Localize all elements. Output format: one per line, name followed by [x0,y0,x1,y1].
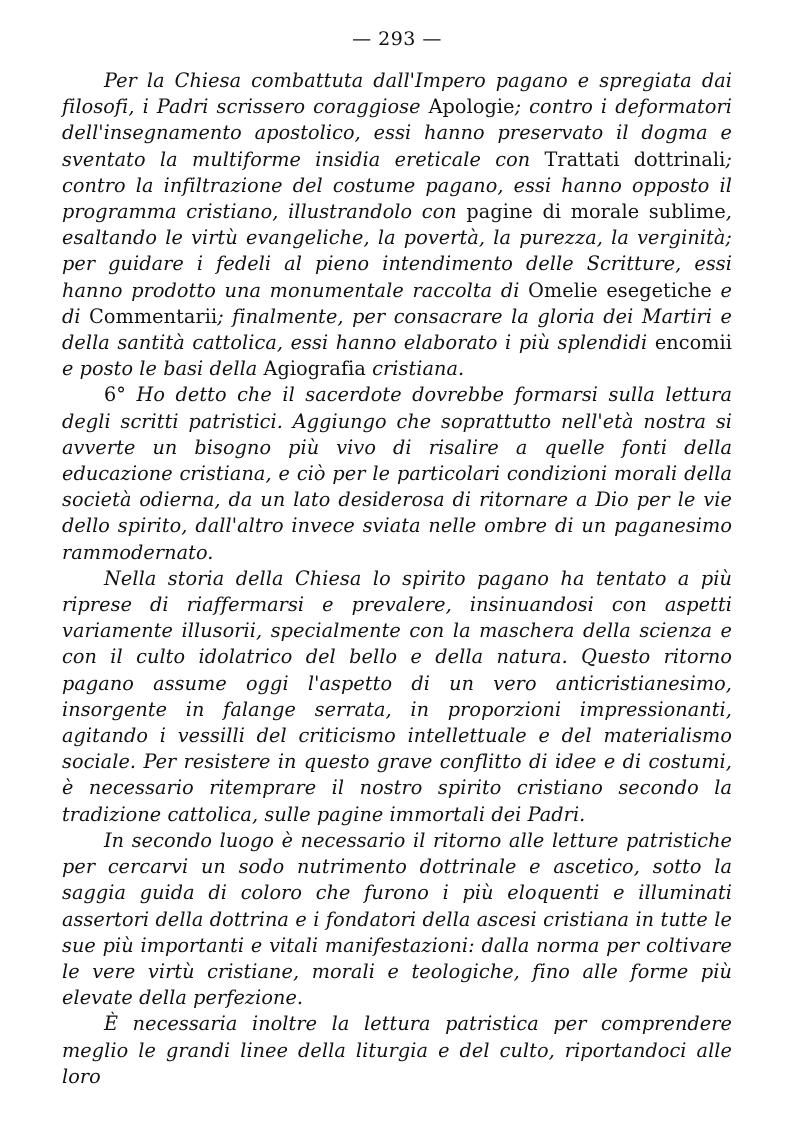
paragraph-pagan-spirit [62,566,732,828]
paragraph-apologies [62,68,732,382]
paragraph-liturgy [62,1011,732,1090]
text-run: Ho detto che il sacerdote dovrebbe formarsi sulla lettura degli scritti patristici. Aggiungo che soprattutto nell'età nostra si avverte un bisogno più vivo di risalire a quelle fonti della educazione cristiana, e ciò per le particolari condizioni morali della società odierna, da un lato desiderosa di ritornare a Dio per le vie dello spirito, dall'altro invece sviata nelle ombre di un paganesimo rammodernato. [62,383,732,564]
text-run: cristiana. [365,357,465,381]
text-run: encomii [654,331,732,355]
text-run: ; contro la infiltrazione del costume pagano, essi hanno opposto il programma cristiano, illustrandolo con [62,147,732,224]
text-run: Agiografia [263,357,366,381]
document-page [62,28,732,1090]
text-run: Nella storia della Chiesa lo spirito pagano ha tentato a più riprese di riaffermarsi e prevalere, insinuandosi con aspetti variamente illusorii, specialmente con la maschera della scienza e con il culto idolatrico del bello e della natura. Questo ritorno pagano assume oggi l'aspetto di un vero anticristianesimo, insorgente in falange serrata, in proporzioni impressionanti, agitando i vessilli del criticismo intellettuale e del materialismo sociale. Per resistere in questo grave conflitto di idee e di costumi, è necessario ritemprare il nostro spirito cristiano secondo la tradizione cattolica, sulle pagine immortali dei Padri. [62,566,732,826]
text-run: Per la Chiesa combattuta dall'Impero pagano e spregiata dai filosofi, i Padri scrissero coraggiose [62,69,732,119]
text-run: Omelie esegetiche [528,278,712,302]
text-run: Commentarii [89,304,218,328]
text-run: ; finalmente, per consacrare la gloria dei Martiri e della santità cattolica, essi hanno elaborato i più splendidi [62,304,732,355]
text-run: Apologie [428,95,515,119]
text-run: È necessaria inoltre la lettura patristica per comprendere meglio le grandi linee della liturgia e del culto, riportandoci alle loro [62,1012,732,1088]
text-run: e di [62,278,732,328]
page-number: — 293 — [352,28,442,50]
text-run: , esaltando le virtù evangeliche, la povertà, la purezza, la verginità; per guidare i fedeli al pieno intendimento delle Scritture, essi hanno prodotto una monumentale raccolta di [62,200,732,302]
text-run: In secondo luogo è necessario il ritorno alle letture patristiche per cercarvi un sodo nutrimento dottrinale e ascetico, sotto la saggia guida di coloro che furono i più eloquenti e illuminati assertori della dottrina e i fondatori della ascesi cristiana in tutte le sue più importanti e vitali manifestazioni: dalla norma per coltivare le vere virtù cristiane, morali e teologiche, fino alle forme più elevate della perfezione. [62,828,732,1010]
text-run: Trattati dottrinali [544,147,726,171]
text-run: 6° [104,383,137,407]
paragraph-second-reason [62,828,732,1011]
text-run: pagine di morale sublime [466,200,726,224]
text-run: ; contro i deformatori dell'insegnamento apostolico, essi hanno preservato il dogma e sventato la multiforme insidia ereticale con [62,95,732,171]
paragraph-point-6 [62,382,732,565]
text-run: e posto le basi della [62,357,264,381]
